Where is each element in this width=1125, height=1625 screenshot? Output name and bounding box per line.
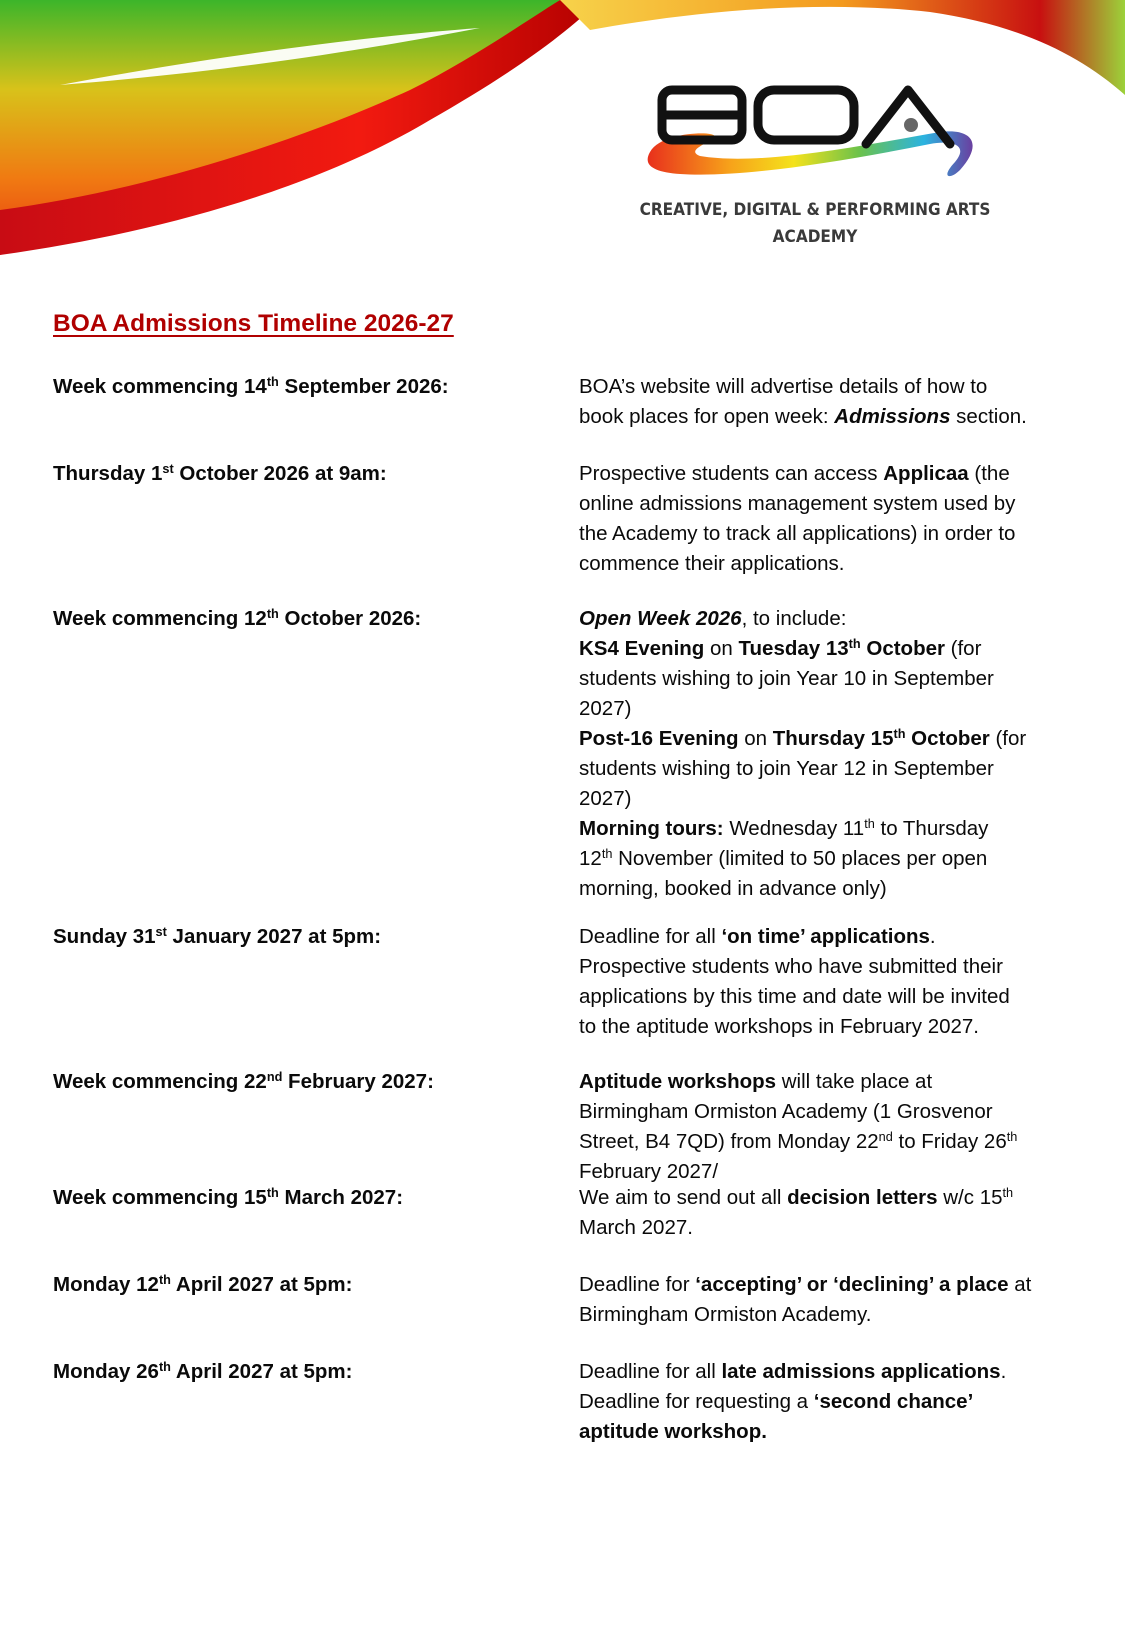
timeline-description: [579, 1270, 1079, 1330]
tagline-line-2: ACADEMY: [772, 227, 858, 246]
description-line: book places for open week: Admissions section.: [579, 405, 1027, 428]
timeline-description: [579, 1357, 1079, 1447]
description-line: BOA’s website will advertise details of how to: [579, 375, 988, 398]
timeline-date: Monday 26th April 2027 at 5pm:: [53, 1359, 353, 1383]
timeline-date: Sunday 31st January 2027 at 5pm:: [53, 924, 382, 948]
description-line: morning, booked in advance only): [579, 877, 887, 900]
timeline-description: [579, 1067, 1079, 1187]
description-line: to the aptitude workshops in February 2027.: [579, 1015, 979, 1038]
description-line: Street, B4 7QD) from Monday 22nd to Friday 26th: [579, 1129, 1018, 1153]
description-line: Birmingham Ormiston Academy (1 Grosvenor: [579, 1100, 993, 1123]
timeline-date: Week commencing 15th March 2027:: [53, 1185, 404, 1209]
timeline-date: Week commencing 22nd February 2027:: [53, 1069, 434, 1093]
timeline-description: [579, 459, 1079, 579]
description-line: 2027): [579, 787, 632, 810]
timeline-date: Week commencing 12th October 2026:: [53, 606, 422, 630]
document-title: BOA Admissions Timeline 2026-27: [53, 310, 454, 337]
academy-tagline: [615, 196, 1015, 250]
description-line: the Academy to track all applications) in order to: [579, 522, 1016, 545]
description-line: Aptitude workshops will take place at: [579, 1070, 933, 1093]
description-line: March 2027.: [579, 1216, 693, 1239]
description-line: We aim to send out all decision letters w/c 15th: [579, 1185, 1014, 1209]
description-line: Morning tours: Wednesday 11th to Thursday: [579, 816, 989, 840]
description-line: Deadline for ‘accepting’ or ‘declining’ a place at: [579, 1273, 1032, 1296]
description-line: Deadline for all late admissions applications.: [579, 1360, 1007, 1383]
description-line: Birmingham Ormiston Academy.: [579, 1303, 872, 1326]
description-line: 12th November (limited to 50 places per open: [579, 846, 988, 870]
description-line: Prospective students can access Applicaa (the: [579, 462, 1010, 485]
timeline-description: [579, 604, 1079, 904]
description-line: aptitude workshop.: [579, 1420, 767, 1443]
description-line: Post-16 Evening on Thursday 15th October (for: [579, 726, 1027, 750]
timeline-description: [579, 1183, 1079, 1243]
description-line: February 2027/: [579, 1160, 719, 1183]
description-line: Open Week 2026, to include:: [579, 607, 847, 630]
timeline-date: Thursday 1st October 2026 at 9am:: [53, 461, 387, 485]
description-line: KS4 Evening on Tuesday 13th October (for: [579, 636, 982, 660]
description-line: students wishing to join Year 10 in September: [579, 667, 994, 690]
description-line: Deadline for requesting a ‘second chance’: [579, 1390, 974, 1413]
boa-logo: [640, 82, 980, 192]
description-line: 2027): [579, 697, 632, 720]
description-line: applications by this time and date will be invited: [579, 985, 1010, 1008]
description-line: Deadline for all ‘on time’ applications.: [579, 925, 936, 948]
tagline-line-1: CREATIVE, DIGITAL & PERFORMING ARTS: [639, 200, 991, 219]
timeline-description: [579, 372, 1079, 432]
timeline-description: [579, 922, 1079, 1042]
description-line: online admissions management system used by: [579, 492, 1016, 515]
description-line: commence their applications.: [579, 552, 845, 575]
description-line: students wishing to join Year 12 in September: [579, 757, 994, 780]
description-line: Prospective students who have submitted their: [579, 955, 1003, 978]
timeline-date: Monday 12th April 2027 at 5pm:: [53, 1272, 353, 1296]
timeline-date: Week commencing 14th September 2026:: [53, 374, 449, 398]
